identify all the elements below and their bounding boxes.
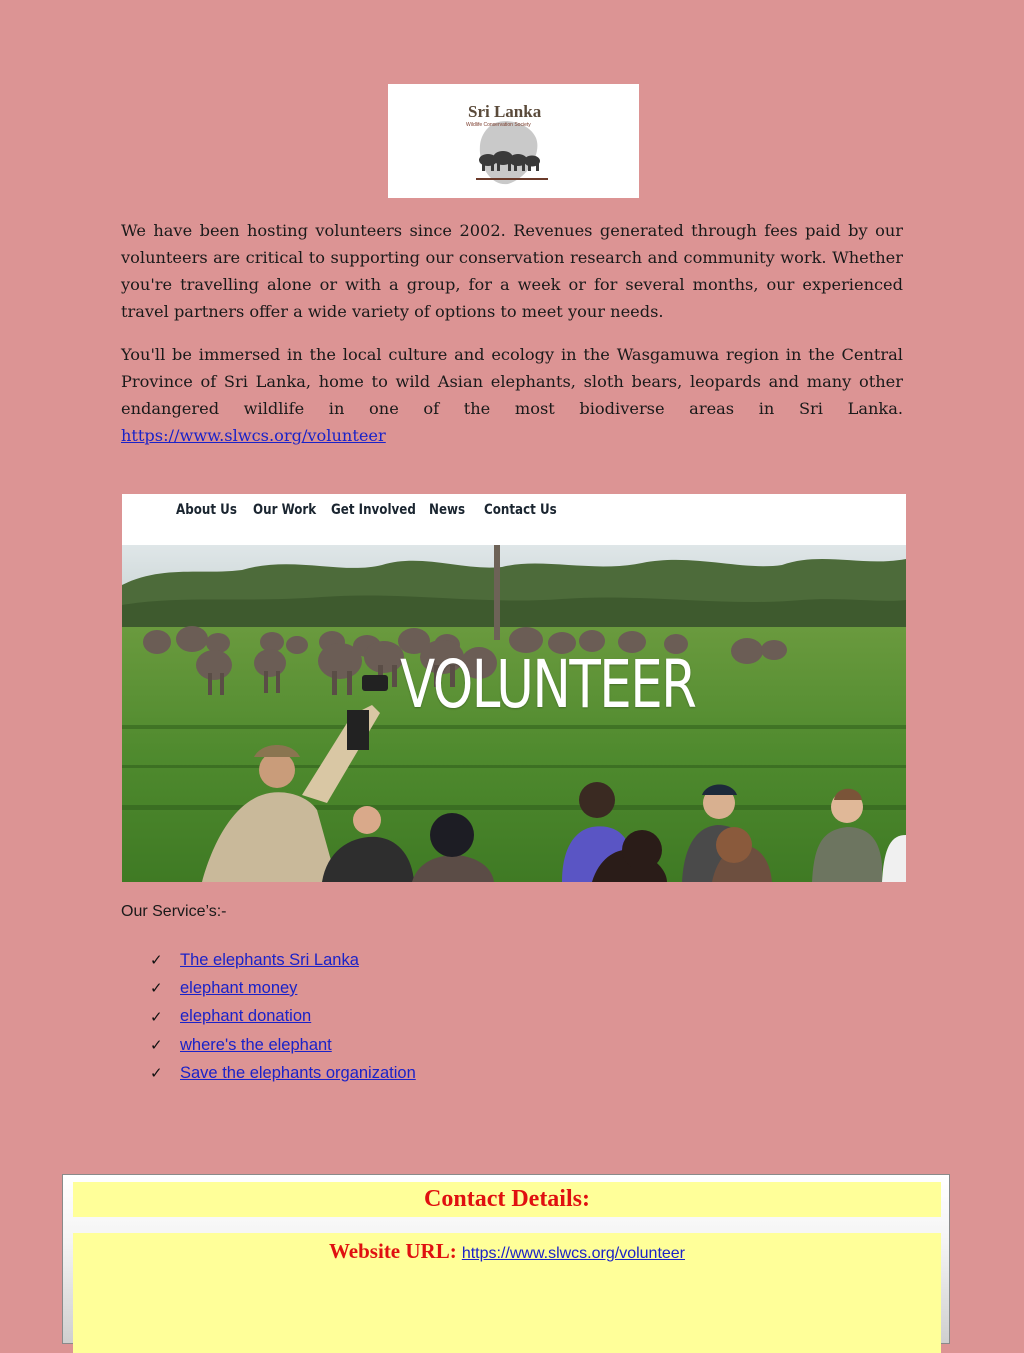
volunteer-link[interactable]: https://www.slwcs.org/volunteer	[121, 426, 386, 445]
logo	[388, 84, 639, 198]
service-link-wheres-the-elephant[interactable]: where's the elephant	[180, 1035, 332, 1054]
volunteer-hero-image	[122, 494, 906, 882]
logo-title: Sri Lanka	[468, 102, 542, 121]
checkmark-icon: ✓	[150, 980, 163, 998]
checkmark-icon: ✓	[150, 1065, 163, 1083]
contact-body	[73, 1233, 941, 1353]
region-paragraph	[121, 341, 903, 449]
list-item	[150, 1059, 416, 1087]
nav-our-work: Our Work	[253, 502, 317, 518]
services-heading: Our Service’s:-	[121, 903, 227, 920]
intro-paragraph: We have been hosting volunteers since 2002. Revenues generated through fees paid by our volunteers are critical to supporting our conservation research and community work. Whether you're travelling alone or with a group, for a week or for several months, our experienced travel partners offer a wide variety of options to meet your needs.	[121, 221, 903, 321]
nav-get-involved: Get Involved	[331, 502, 416, 518]
checkmark-icon: ✓	[150, 1008, 163, 1026]
website-label: Website URL:	[328, 1239, 457, 1263]
nav-news: News	[429, 502, 466, 518]
list-item	[150, 1003, 416, 1031]
logo-subtitle: Wildlife Conservation Society	[466, 122, 531, 128]
service-link-elephant-money[interactable]: elephant money	[180, 978, 298, 997]
service-link-elephant-donation[interactable]: elephant donation	[180, 1007, 312, 1026]
service-link-elephants-sri-lanka[interactable]: The elephants Sri Lanka	[180, 950, 359, 969]
list-item	[150, 974, 416, 1002]
hero-nav-bar	[122, 494, 906, 545]
checkmark-icon: ✓	[150, 1037, 163, 1055]
nav-about-us: About Us	[176, 502, 237, 518]
services-list	[150, 946, 416, 1087]
contact-header	[73, 1182, 941, 1217]
region-paragraph-text: You'll be immersed in the local culture and ecology in the Wasgamuwa region in the Central Province of Sri Lanka, home to wild Asian elephants, sloth bears, leopards and many other endangered wildlife in one of the most biodiverse areas in Sri Lanka.	[121, 345, 903, 418]
contact-title: Contact Details:	[424, 1186, 590, 1212]
checkmark-icon: ✓	[150, 952, 163, 970]
website-url-link[interactable]: https://www.slwcs.org/volunteer	[461, 1245, 686, 1262]
list-item	[150, 1031, 416, 1059]
website-line	[73, 1239, 941, 1264]
nav-contact-us: Contact Us	[484, 502, 557, 518]
service-link-save-the-elephants[interactable]: Save the elephants organization	[180, 1063, 416, 1082]
contact-details-box	[62, 1174, 950, 1344]
hero-volunteer-title: VOLUNTEER	[400, 646, 696, 723]
list-item	[150, 946, 416, 974]
